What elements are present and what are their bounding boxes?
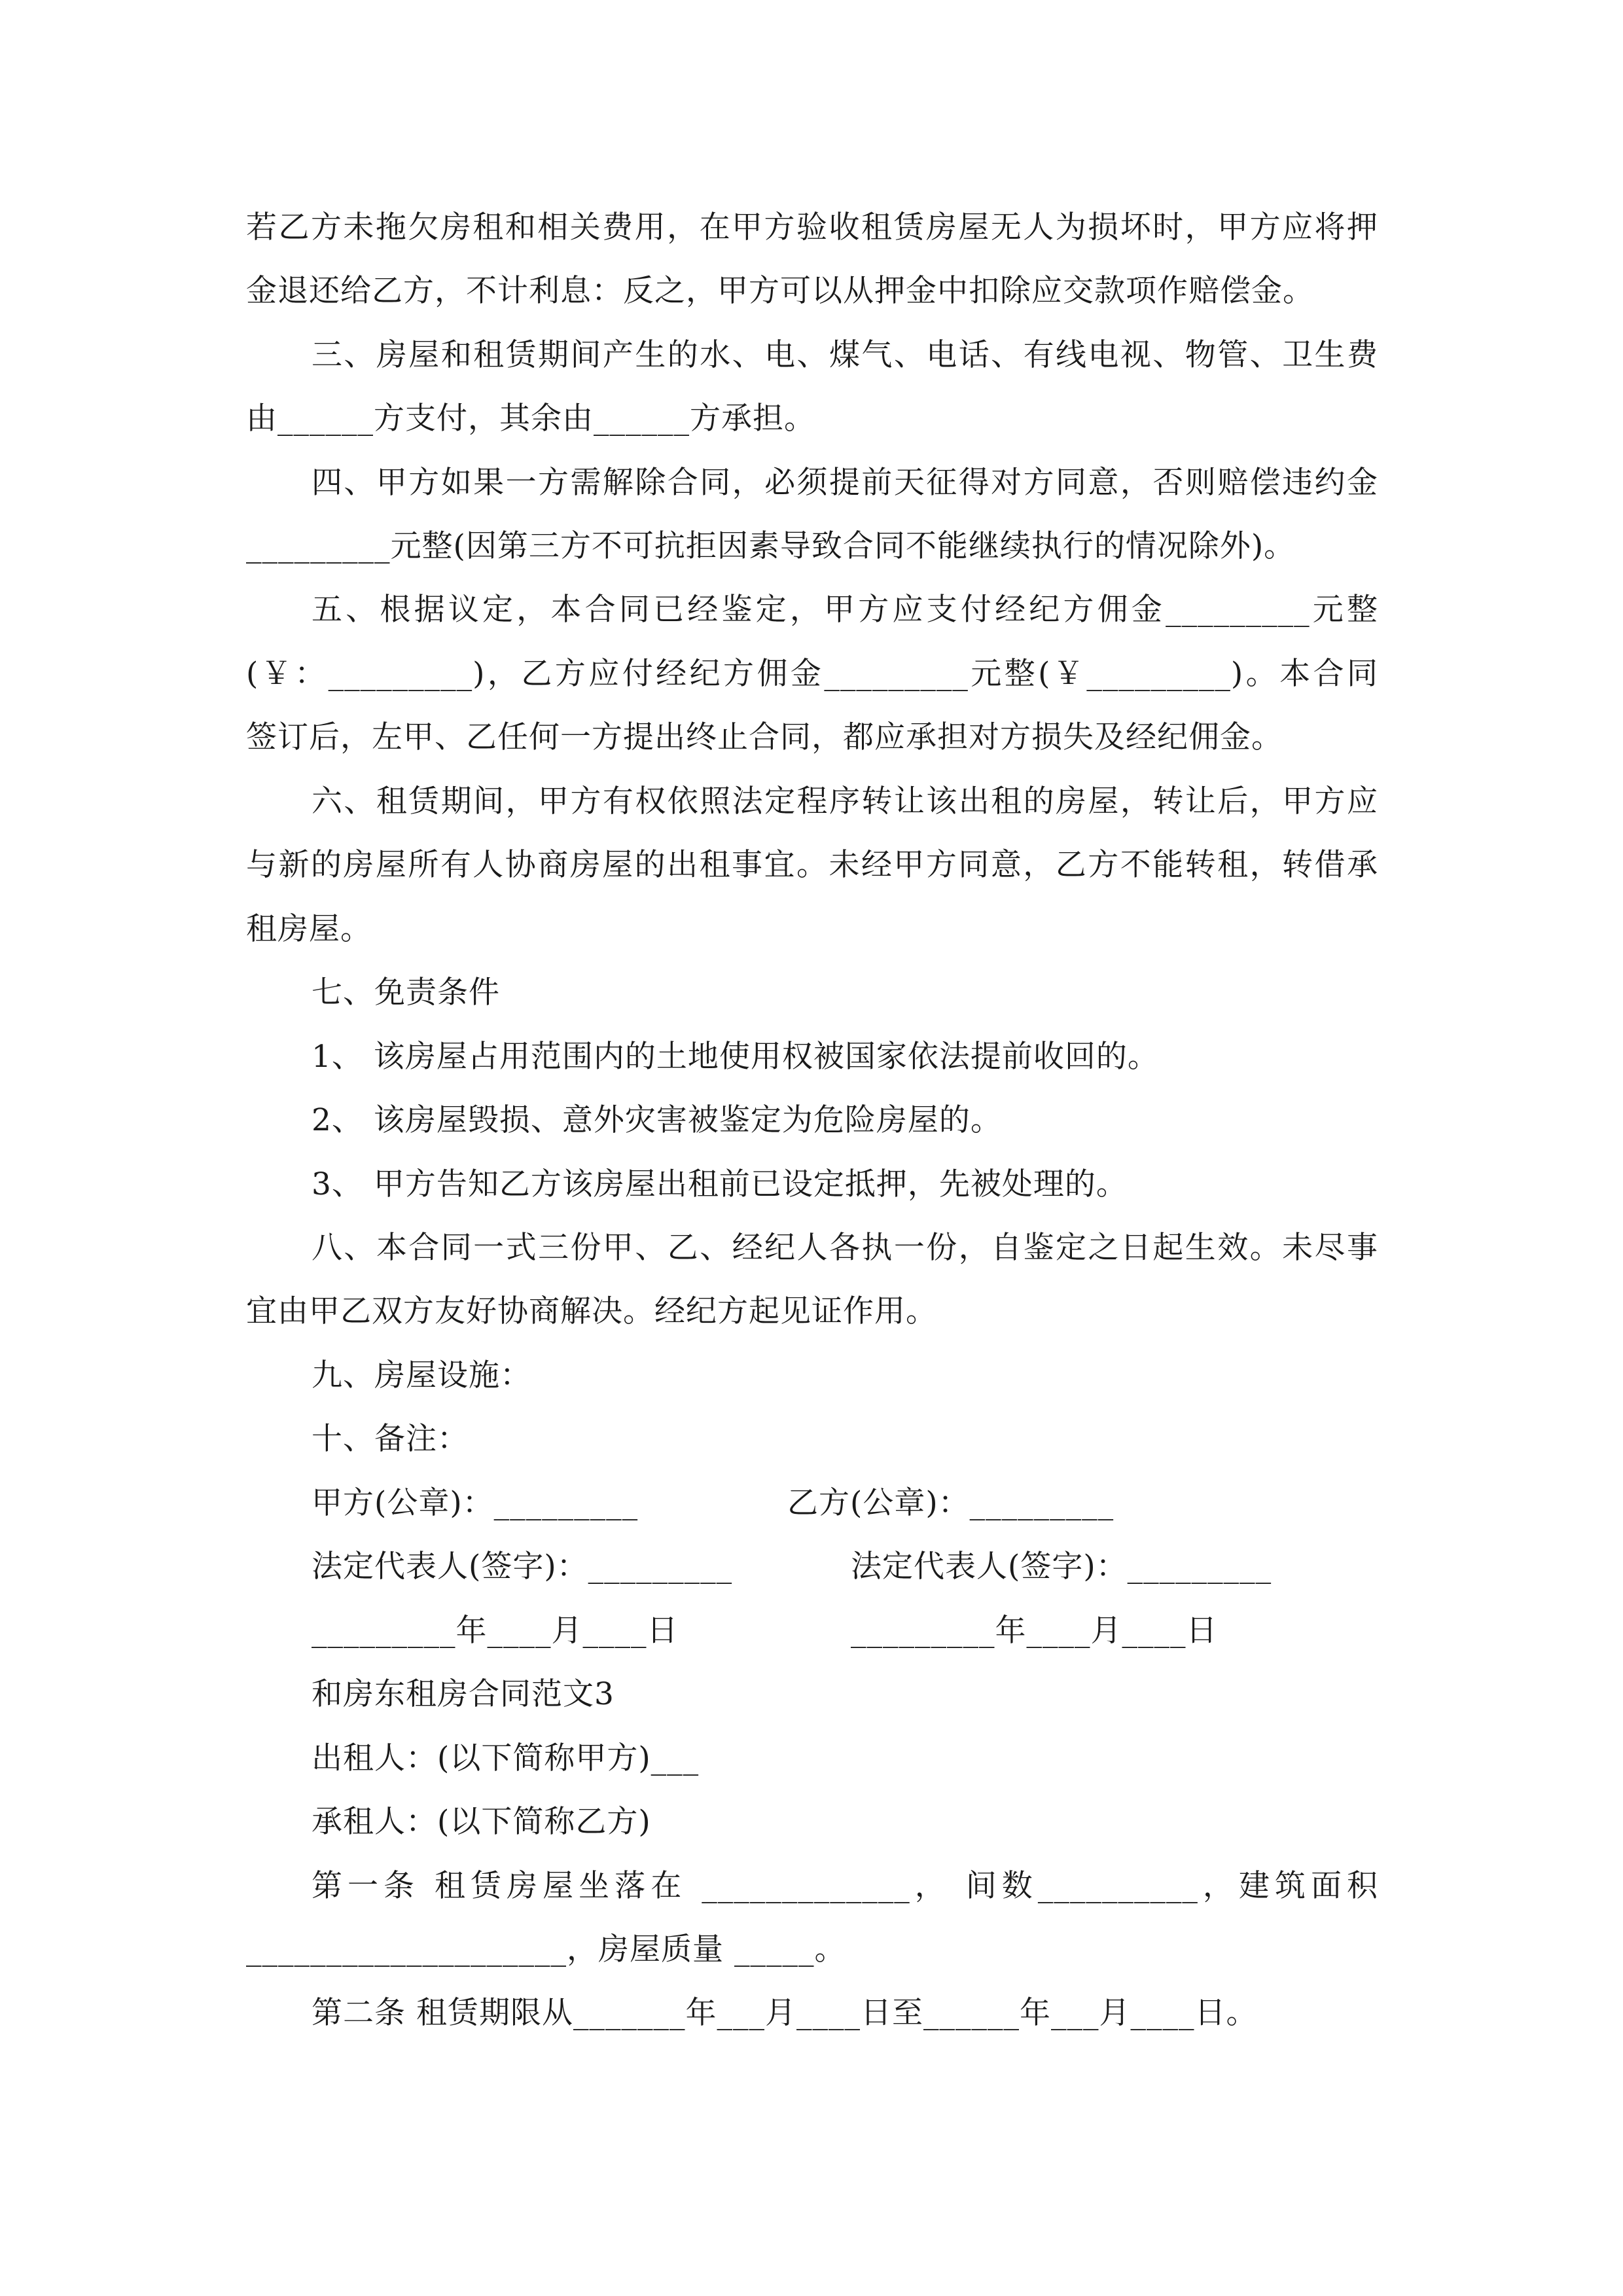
party-b-seal: 乙方(公章)：_________ <box>787 1485 1115 1521</box>
article-2-line: 第二条 租赁期限从_______年___月____日至______年___月____日。 <box>312 1995 1258 2031</box>
list-item: 2、 该房屋毁损、意外灾害被鉴定为危险房屋的。 <box>312 1102 1002 1138</box>
section-title: 和房东租房合同范文3 <box>312 1676 615 1712</box>
paragraph-line: 宜由甲乙双方友好协商解决。经纪方起见证作用。 <box>246 1293 937 1329</box>
clause-9-heading: 九、房屋设施： <box>312 1357 531 1393</box>
paragraph-line: 由______方支付，其余由______方承担。 <box>246 401 815 437</box>
list-item: 1、 该房屋占用范围内的土地使用权被国家依法提前收回的。 <box>312 1039 1159 1075</box>
clause-5-line: 五、根据议定，本合同已经鉴定，甲方应支付经纪方佣金_________元整 <box>312 592 1378 628</box>
lessee-line: 承租人：(以下简称乙方) <box>312 1804 651 1840</box>
paragraph-line: 与新的房屋所有人协商房屋的出租事宜。未经甲方同意，乙方不能转租，转借承 <box>246 847 1378 883</box>
clause-10-heading: 十、备注： <box>312 1421 469 1457</box>
lessor-line: 出租人：(以下简称甲方)___ <box>312 1740 700 1776</box>
paragraph-line: 租房屋。 <box>246 911 372 947</box>
party-b-date: _________年____月____日 <box>851 1613 1218 1649</box>
clause-7-heading: 七、免责条件 <box>312 975 500 1011</box>
paragraph-line: (￥：_________)，乙方应付经纪方佣金_________元整(￥_________)。本合同 <box>246 656 1378 692</box>
clause-3-line: 三、房屋和租赁期间产生的水、电、煤气、电话、有线电视、物管、卫生费 <box>312 337 1378 373</box>
list-item: 3、 甲方告知乙方该房屋出租前已设定抵押，先被处理的。 <box>312 1166 1128 1202</box>
paragraph-line: ____________________，房屋质量 _____。 <box>246 1931 846 1967</box>
party-a-date: _________年____月____日 <box>312 1613 679 1649</box>
paragraph-line: 金退还给乙方，不计利息：反之，甲方可以从押金中扣除应交款项作赔偿金。 <box>246 273 1314 309</box>
article-1-line: 第一条 租赁房屋坐落在 _____________， 间数__________，建筑面积 <box>312 1868 1378 1904</box>
party-a-representative: 法定代表人(签字)：_________ <box>312 1549 733 1585</box>
paragraph-line: 签订后，左甲、乙任何一方提出终止合同，都应承担对方损失及经纪佣金。 <box>246 719 1283 755</box>
paragraph-line: _________元整(因第三方不可抗拒因素导致合同不能继续执行的情况除外)。 <box>246 528 1296 564</box>
clause-6-line: 六、租赁期间，甲方有权依照法定程序转让该出租的房屋，转让后，甲方应 <box>312 783 1378 819</box>
clause-4-line: 四、甲方如果一方需解除合同，必须提前天征得对方同意，否则赔偿违约金 <box>312 465 1378 501</box>
party-b-representative: 法定代表人(签字)：_________ <box>851 1549 1272 1585</box>
clause-8-line: 八、本合同一式三份甲、乙、经纪人各执一份，自鉴定之日起生效。未尽事 <box>312 1230 1378 1266</box>
paragraph-line: 若乙方未拖欠房租和相关费用，在甲方验收租赁房屋无人为损坏时，甲方应将押 <box>246 209 1378 245</box>
party-a-seal: 甲方(公章)：_________ <box>312 1485 639 1521</box>
